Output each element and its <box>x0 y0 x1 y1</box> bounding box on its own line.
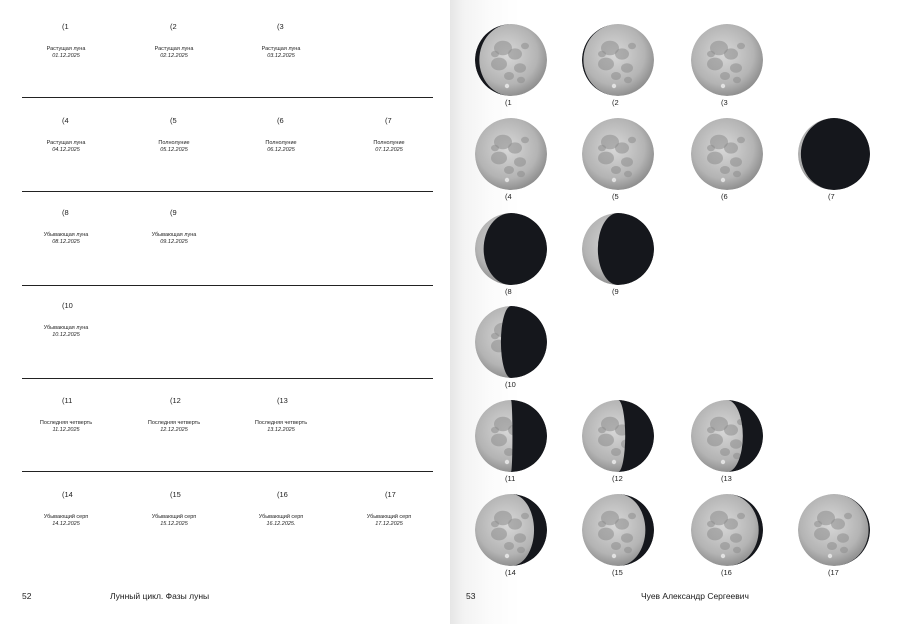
moon-label: (13 <box>721 474 732 483</box>
running-title: Лунный цикл. Фазы луны <box>110 591 210 601</box>
phase-entry <box>344 490 434 530</box>
phase-name: Убывающий серп <box>151 514 197 520</box>
phase-entry <box>21 208 111 248</box>
moon-image <box>691 118 763 190</box>
moon-label: (11 <box>505 474 516 483</box>
entry-number: (15 <box>170 490 181 499</box>
phase-entry <box>21 301 111 341</box>
phase-name: Растущая луна <box>154 46 194 52</box>
phase-entry <box>129 208 219 248</box>
entry-number: (5 <box>170 116 177 125</box>
entry-number: (17 <box>385 490 396 499</box>
moon-phase-figure <box>691 494 765 584</box>
phase-name: Убывающая луна <box>43 325 89 331</box>
phase-entry <box>236 22 326 62</box>
moon-phase-figure <box>475 118 549 208</box>
moon-phase-figure <box>582 213 656 303</box>
moon-label: (5 <box>612 192 619 201</box>
phase-name: Растущая луна <box>46 46 86 52</box>
phase-entry <box>21 396 111 436</box>
entry-number: (6 <box>277 116 284 125</box>
moon-phase-figure <box>475 213 549 303</box>
right-page <box>450 0 900 624</box>
row-divider <box>22 97 433 98</box>
moon-label: (12 <box>612 474 623 483</box>
moon-label: (1 <box>505 98 512 107</box>
phase-date: 03.12.2025 <box>267 53 295 59</box>
moon-image <box>691 494 763 566</box>
moon-image <box>475 400 547 472</box>
phase-name: Полнолуние <box>265 140 297 146</box>
moon-phase-figure <box>582 400 656 490</box>
entry-number: (16 <box>277 490 288 499</box>
moon-label: (3 <box>721 98 728 107</box>
entry-number: (1 <box>62 22 69 31</box>
row-divider <box>22 378 433 379</box>
entry-number: (13 <box>277 396 288 405</box>
phase-name: Последняя четверть <box>39 420 93 426</box>
phase-entry <box>236 116 326 156</box>
phase-name: Убывающий серп <box>43 514 89 520</box>
phase-date: 01.12.2025 <box>52 53 80 59</box>
phase-entry <box>129 22 219 62</box>
moon-image <box>582 24 654 96</box>
moon-label: (10 <box>505 380 516 389</box>
phase-name: Растущая луна <box>261 46 301 52</box>
moon-label: (8 <box>505 287 512 296</box>
moon-image <box>691 24 763 96</box>
phase-date: 11.12.2025 <box>52 427 80 433</box>
phase-entry <box>129 490 219 530</box>
moon-image <box>475 306 547 378</box>
moon-image <box>798 118 870 190</box>
moon-phase-figure <box>582 24 656 114</box>
entry-number: (8 <box>62 208 69 217</box>
moon-phase-figure <box>475 306 549 396</box>
moon-image <box>582 494 654 566</box>
moon-image <box>475 24 547 96</box>
entry-number: (14 <box>62 490 73 499</box>
phase-entry <box>236 490 326 530</box>
page-number-right: 53 <box>466 591 476 601</box>
moon-phase-figure <box>582 494 656 584</box>
moon-image <box>798 494 870 566</box>
entry-number: (7 <box>385 116 392 125</box>
moon-label: (17 <box>828 568 839 577</box>
moon-phase-figure <box>475 24 549 114</box>
row-divider <box>22 471 433 472</box>
row-divider <box>22 285 433 286</box>
phase-date: 13.12.2025 <box>267 427 295 433</box>
phase-entry <box>21 490 111 530</box>
moon-label: (9 <box>612 287 619 296</box>
phase-date: 07.12.2025 <box>375 147 403 153</box>
moon-image <box>475 494 547 566</box>
moon-label: (15 <box>612 568 623 577</box>
phase-name: Убывающий серп <box>258 514 304 520</box>
moon-label: (2 <box>612 98 619 107</box>
phase-name: Полнолуние <box>373 140 405 146</box>
phase-date: 02.12.2025 <box>160 53 188 59</box>
moon-label: (16 <box>721 568 732 577</box>
moon-phase-figure <box>691 400 765 490</box>
phase-date: 14.12.2025 <box>52 521 80 527</box>
phase-entry <box>344 116 434 156</box>
phase-entry <box>21 116 111 156</box>
phase-date: 05.12.2025 <box>160 147 188 153</box>
phase-date: 04.12.2025 <box>52 147 80 153</box>
phase-date: 16.12.2025. <box>266 521 296 527</box>
entry-number: (4 <box>62 116 69 125</box>
moon-label: (6 <box>721 192 728 201</box>
phase-name: Полнолуние <box>158 140 190 146</box>
page-number-left: 52 <box>22 591 32 601</box>
entry-number: (12 <box>170 396 181 405</box>
moon-label: (7 <box>828 192 835 201</box>
moon-image <box>582 118 654 190</box>
moon-phase-figure <box>582 118 656 208</box>
phase-entry <box>236 396 326 436</box>
moon-phase-figure <box>475 400 549 490</box>
phase-name: Убывающая луна <box>43 232 89 238</box>
moon-phase-figure <box>798 118 872 208</box>
moon-image <box>475 213 547 285</box>
phase-name: Убывающий серп <box>366 514 412 520</box>
entry-number: (2 <box>170 22 177 31</box>
row-divider <box>22 191 433 192</box>
phase-date: 12.12.2025 <box>160 427 188 433</box>
moon-label: (14 <box>505 568 516 577</box>
moon-image <box>582 400 654 472</box>
phase-date: 09.12.2025 <box>160 239 188 245</box>
moon-phase-figure <box>691 24 765 114</box>
phase-date: 17.12.2025 <box>375 521 403 527</box>
moon-phase-figure <box>798 494 872 584</box>
phase-name: Последняя четверть <box>147 420 201 426</box>
author-name: Чуев Александр Сергеевич <box>641 591 749 601</box>
phase-entry <box>129 396 219 436</box>
phase-date: 10.12.2025 <box>52 332 80 338</box>
moon-image <box>582 213 654 285</box>
phase-date: 06.12.2025 <box>267 147 295 153</box>
entry-number: (10 <box>62 301 73 310</box>
moon-label: (4 <box>505 192 512 201</box>
moon-phase-figure <box>691 118 765 208</box>
entry-number: (11 <box>62 396 73 405</box>
phase-date: 08.12.2025 <box>52 239 80 245</box>
entry-number: (9 <box>170 208 177 217</box>
entry-number: (3 <box>277 22 284 31</box>
moon-image <box>475 118 547 190</box>
phase-name: Убывающая луна <box>151 232 197 238</box>
phase-name: Растущая луна <box>46 140 86 146</box>
phase-entry <box>129 116 219 156</box>
phase-entry <box>21 22 111 62</box>
phase-date: 15.12.2025 <box>160 521 188 527</box>
moon-phase-figure <box>475 494 549 584</box>
moon-image <box>691 400 763 472</box>
phase-name: Последняя четверть <box>254 420 308 426</box>
